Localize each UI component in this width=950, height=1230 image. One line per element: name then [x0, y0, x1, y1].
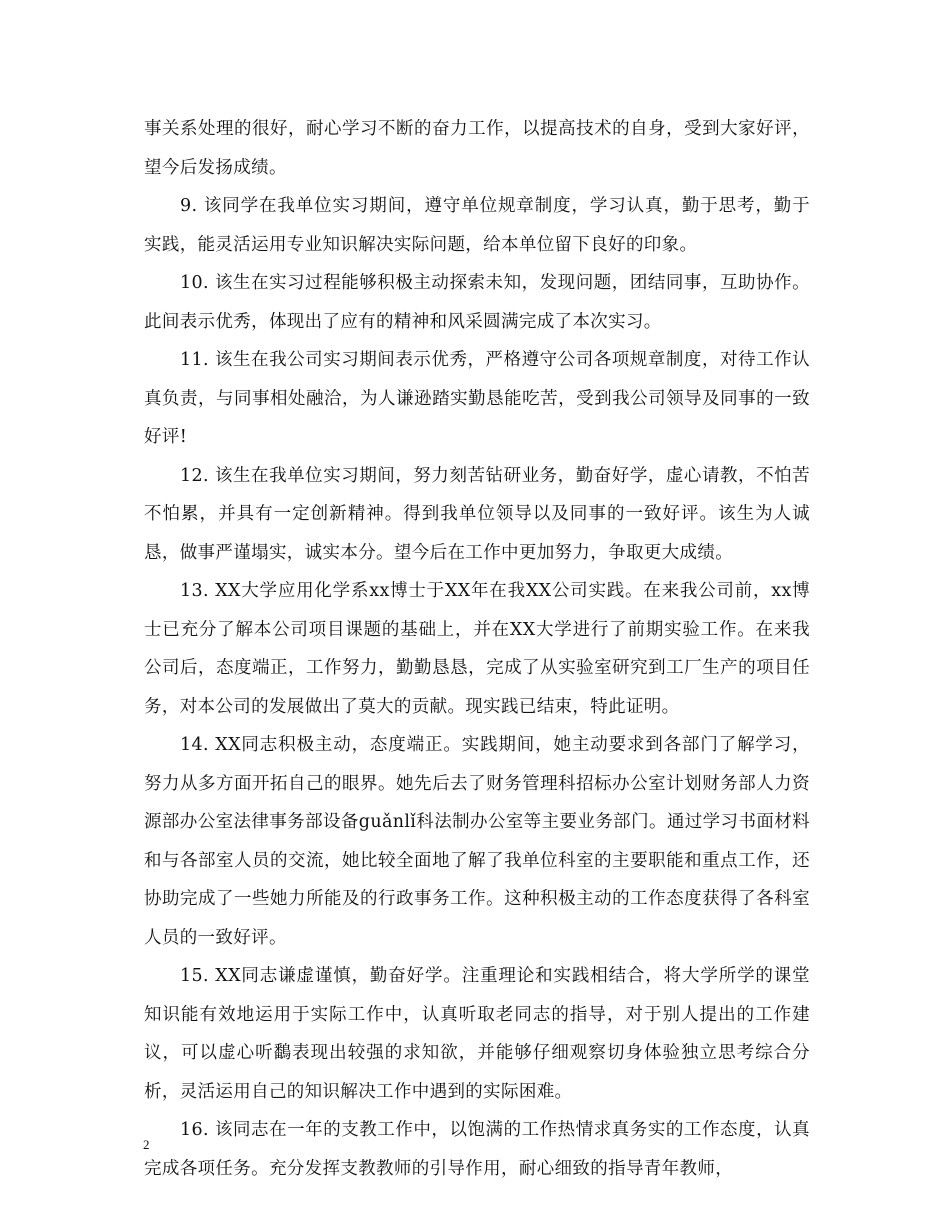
paragraph-item-16: 16. 该同志在一年的支教工作中，以饱满的工作热情求真务实的工作态度，认真完成各项任务。充分发挥支教教师的引导作用，耐心细致的指导青年教师，	[144, 1120, 810, 1179]
paragraph-item-15: 15. XX同志谦虚谨慎，勤奋好学。注重理论和实践相结合，将大学所学的课堂知识能有效地运用于实际工作中，认真听取老同志的指导，对于别人提出的工作建议，可以虚心听鷭表现出较强的求知欲，并能够仔细观察切身体验独立思考综合分析，灵活运用自己的知识解决工作中遇到的实际困难。	[144, 966, 810, 1102]
paragraph-item-14: 14. XX同志积极主动，态度端正。实践期间，她主动要求到各部门了解学习，努力从多方面开拓自己的眼界。她先后去了财务管理科招标办公室计划财务部人力资源部办公室法律事务部设备guǎnlǐ科法制办公室等主要业务部门。通过学习书面材料和与各部室人员的交流，她比较全面地了解了我单位科室的主要职能和重点工作，还协助完成了一些她力所能及的行政事务工作。这种积极主动的工作态度获得了各科室人员的一致好评。	[144, 735, 810, 948]
page-number: 2	[143, 1137, 150, 1152]
paragraph-item-11: 11. 该生在我公司实习期间表示优秀，严格遵守公司各项规章制度，对待工作认真负责，与同事相处融洽，为人谦逊踏实勤恳能吃苦，受到我公司领导及同事的一致好评!	[144, 350, 810, 447]
paragraph-item-9: 9. 该同学在我单位实习期间，遵守单位规章制度，学习认真，勤于思考，勤于实践，能灵活运用专业知识解决实际问题，给本单位留下良好的印象。	[144, 196, 810, 255]
paragraph-continuation: 事关系处理的很好，耐心学习不断的奋力工作，以提高技术的自身，受到大家好评，望今后发扬成绩。	[144, 119, 810, 178]
body-text	[144, 110, 810, 1188]
paragraph-item-13: 13. XX大学应用化学系xx博士于XX年在我XX公司实践。在来我公司前，xx博士已充分了解本公司项目课题的基础上，并在XX大学进行了前期实验工作。在来我公司后，态度端正，工作努力，勤勤恳恳，完成了从实验室研究到工厂生产的项目任务，对本公司的发展做出了莫大的贡献。现实践已结束，特此证明。	[144, 581, 810, 717]
paragraph-item-10: 10. 该生在实习过程能够积极主动探索未知，发现问题，团结同事，互助协作。此间表示优秀，体现出了应有的精神和风采圆满完成了本次实习。	[144, 273, 810, 332]
paragraph-item-12: 12. 该生在我单位实习期间，努力刻苦钻研业务，勤奋好学，虚心请教，不怕苦不怕累，并具有一定创新精神。得到我单位领导以及同事的一致好评。该生为人诚恳，做事严谨塌实，诚实本分。望今后在工作中更加努力，争取更大成绩。	[144, 465, 810, 563]
